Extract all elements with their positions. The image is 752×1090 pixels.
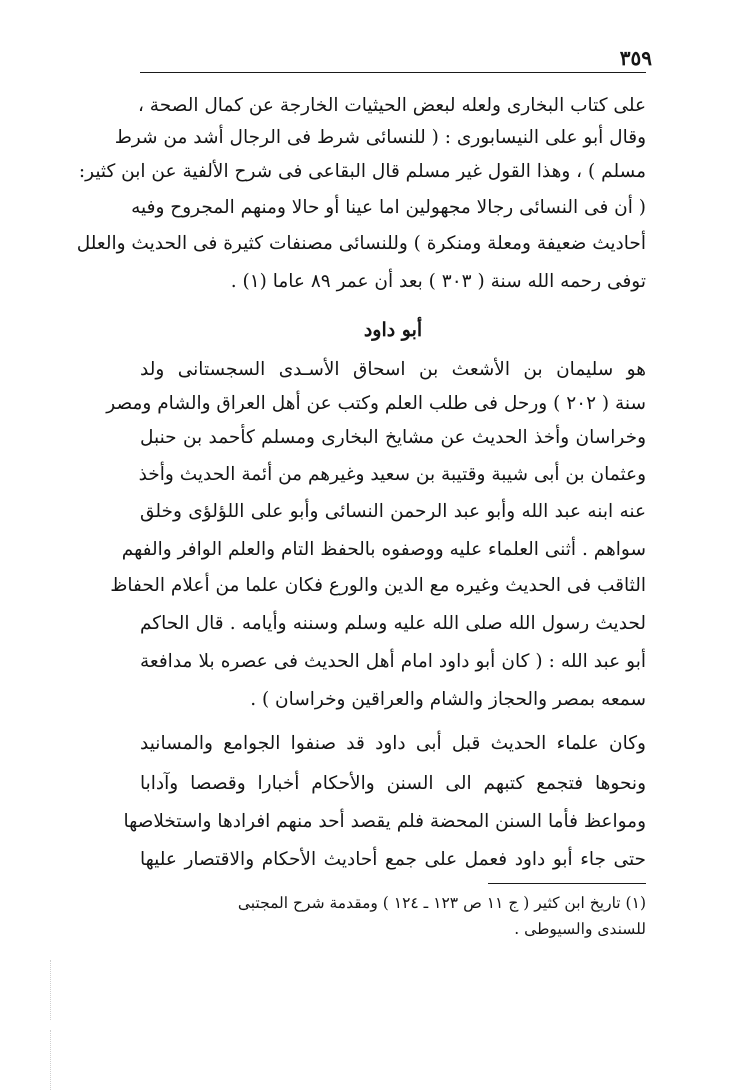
paragraph-2-line-5: عنه ابنه عبد الله وأبو عبد الرحمن النسائى وأبو على اللؤلؤى وخلق xyxy=(140,501,646,522)
scan-gutter-mark xyxy=(50,960,51,1020)
paragraph-3-line-4: حتى جاء أبو داود فعمل على جمع أحاديث الأحكام والاقتصار عليها xyxy=(140,849,646,870)
footnote-line-1: (١) تاريخ ابن كثير ( ج ١١ ص ١٢٣ ـ ١٢٤ ) ومقدمة شرح المجتبى xyxy=(237,894,646,912)
paragraph-2-line-1: هو سليمان بن الأشعث بن اسحاق الأسـدى السجستانى ولد xyxy=(140,359,646,380)
paragraph-2-line-7: الثاقب فى الحديث وغيره مع الدين والورع فكان علما من أعلام الحفاظ xyxy=(110,575,646,596)
paragraph-1-line-5: أحاديث ضعيفة ومعلة ومنكرة ) وللنسائى مصنفات كثيرة فى الحديث والعلل xyxy=(76,233,646,254)
paragraph-3-line-2: ونحوها فتجمع كتبهم الى السنن والأحكام أخبارا وقصصا وآدابا xyxy=(140,773,646,794)
section-heading: أبو داود xyxy=(363,319,423,341)
paragraph-2-line-8: لحديث رسول الله صلى الله عليه وسلم وسننه وأيامه . قال الحاكم xyxy=(140,613,646,634)
paragraph-2-line-6: سواهم . أثنى العلماء عليه ووصفوه بالحفظ التام والعلم الوافر والفهم xyxy=(121,539,646,560)
paragraph-1-line-3: مسلم ) ، وهذا القول غير مسلم قال البقاعى فى شرح الألفية عن ابن كثير: xyxy=(78,161,646,182)
paragraph-2-line-10: سمعه بمصر والحجاز والشام والعراقين وخراسان ) . xyxy=(250,689,646,710)
page-number: ٣٥٩ xyxy=(619,46,652,70)
paragraph-2-line-9: أبو عبد الله : ( كان أبو داود امام أهل الحديث فى عصره بلا مدافعة xyxy=(140,651,646,672)
paragraph-1-line-6: توفى رحمه الله سنة ( ٣٠٣ ) بعد أن عمر ٨٩ عاما (١) . xyxy=(230,271,646,292)
paragraph-2-line-3: وخراسان وأخذ الحديث عن مشايخ البخارى ومسلم كأحمد بن حنبل xyxy=(140,427,646,448)
paragraph-1-line-4: ( أن فى النسائى رجالا مجهولين اما عينا أو حالا ومنهم المجروح وفيه xyxy=(131,197,646,218)
paragraph-2-line-2: سنة ( ٢٠٢ ) ورحل فى طلب العلم وكتب عن أهل العراق والشام ومصر xyxy=(106,393,646,414)
scan-gutter-mark xyxy=(50,1030,51,1090)
paragraph-3-line-1: وكان علماء الحديث قبل أبى داود قد صنفوا الجوامع والمسانيد xyxy=(140,733,646,754)
header-rule xyxy=(140,72,646,73)
paragraph-1-line-2: وقال أبو على النيسابورى : ( للنسائى شرط فى الرجال أشد من شرط xyxy=(114,127,646,148)
paragraph-1-line-1: على كتاب البخارى ولعله لبعض الحيثيات الخارجة عن كمال الصحة ، xyxy=(137,95,646,116)
paragraph-2-line-4: وعثمان بن أبى شيبة وقتيبة بن سعيد وغيرهم من أئمة الحديث وأخذ xyxy=(138,464,646,485)
paragraph-3-line-3: ومواعظ فأما السنن المحضة فلم يقصد أحد منهم افرادها واستخلاصها xyxy=(123,811,646,832)
footnote-rule xyxy=(488,883,646,884)
footnote-line-2: للسندى والسيوطى . xyxy=(514,920,646,938)
